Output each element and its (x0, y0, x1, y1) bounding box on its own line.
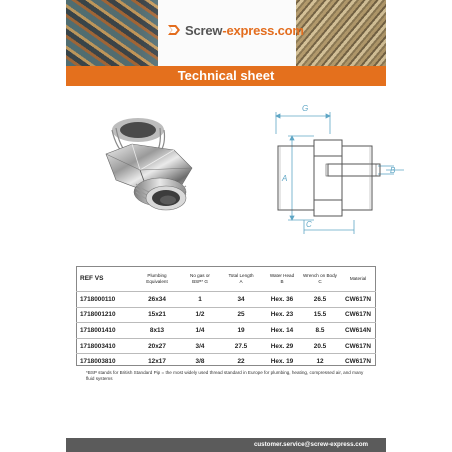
cell-bsp: 1/2 (182, 307, 218, 323)
cell-plumbing: 15x21 (132, 307, 182, 323)
table-row (76, 354, 376, 369)
technical-drawing (218, 100, 396, 240)
page-title: Technical sheet (177, 68, 275, 83)
hex-nipple-photo (96, 108, 206, 220)
cell-length: 22 (237, 358, 245, 366)
cell-ref: 1718003410 (76, 338, 132, 354)
cell-bsp: 1 (182, 292, 218, 308)
cell-material: CW617N (340, 292, 376, 308)
screw-logo-icon (166, 22, 182, 38)
table-row (76, 338, 376, 354)
cell-wrench: 12 (316, 358, 324, 366)
screws-photo (296, 0, 386, 66)
dim-label-g: G (302, 104, 309, 113)
cell-wrench: 8.5 (300, 323, 340, 339)
col-header-water-head: Water Head B (264, 266, 300, 292)
cell-water-head: Hex. 29 (264, 338, 300, 354)
cell-length: 27.5 (218, 338, 264, 354)
table-header-row (76, 266, 376, 292)
cell-plumbing: 12x17 (148, 358, 166, 366)
table-row (76, 292, 376, 308)
table-row (76, 323, 376, 339)
contact-email-link[interactable]: customer.service@screw-express.com (253, 441, 368, 448)
col-header-ref: REF VS (76, 266, 132, 292)
cell-length: 34 (218, 292, 264, 308)
cell-ref: 1718001410 (76, 323, 132, 339)
brand-logo[interactable] (166, 22, 304, 38)
cell-bsp: 3/8 (195, 358, 205, 366)
cell-water-head: Hex. 19 (270, 358, 294, 366)
tools-photo (66, 0, 158, 66)
dim-label-c: C (306, 220, 312, 229)
cell-wrench: 15.5 (300, 307, 340, 323)
cell-bsp: 3/4 (182, 338, 218, 354)
cell-wrench: 20.5 (300, 338, 340, 354)
cell-ref: 1718000110 (76, 292, 132, 308)
cell-ref: 1718003810 (80, 358, 116, 366)
brand-name: Screw-express.com (185, 22, 304, 38)
footer-bar (66, 438, 386, 452)
cell-ref: 1718001210 (76, 307, 132, 323)
cell-material: CW617N (340, 338, 376, 354)
col-header-plumbing: Plumbing Equivalent (132, 266, 182, 292)
cell-water-head: Hex. 23 (264, 307, 300, 323)
cell-material: CW614N (340, 323, 376, 339)
cell-bsp: 1/4 (182, 323, 218, 339)
col-header-length: Total Length A (218, 266, 264, 292)
col-header-material: Material (340, 266, 376, 292)
cell-water-head: Hex. 36 (264, 292, 300, 308)
cell-plumbing: 26x34 (132, 292, 182, 308)
dim-label-a: A (282, 174, 288, 183)
bsp-footnote: *BSP stands for British Standard Pip = the most widely used thread standard in Europe for plumbing, heating, compressed air, and many fluid systems (86, 370, 364, 382)
table-row (76, 307, 376, 323)
cell-material: CW617N (345, 358, 371, 366)
cell-water-head: Hex. 14 (264, 323, 300, 339)
cell-material: CW617N (340, 307, 376, 323)
cell-length: 19 (218, 323, 264, 339)
spec-table (76, 266, 376, 369)
cell-length: 25 (218, 307, 264, 323)
dim-label-b: B (390, 166, 396, 175)
col-header-wrench: Wrench on Body C (300, 266, 340, 292)
col-header-bsp: No gas or BSP* G (182, 266, 218, 292)
cell-plumbing: 20x27 (132, 338, 182, 354)
cell-plumbing: 8x13 (132, 323, 182, 339)
technical-sheet-page (66, 0, 396, 452)
cell-wrench: 26.5 (300, 292, 340, 308)
header-banner (66, 0, 386, 66)
